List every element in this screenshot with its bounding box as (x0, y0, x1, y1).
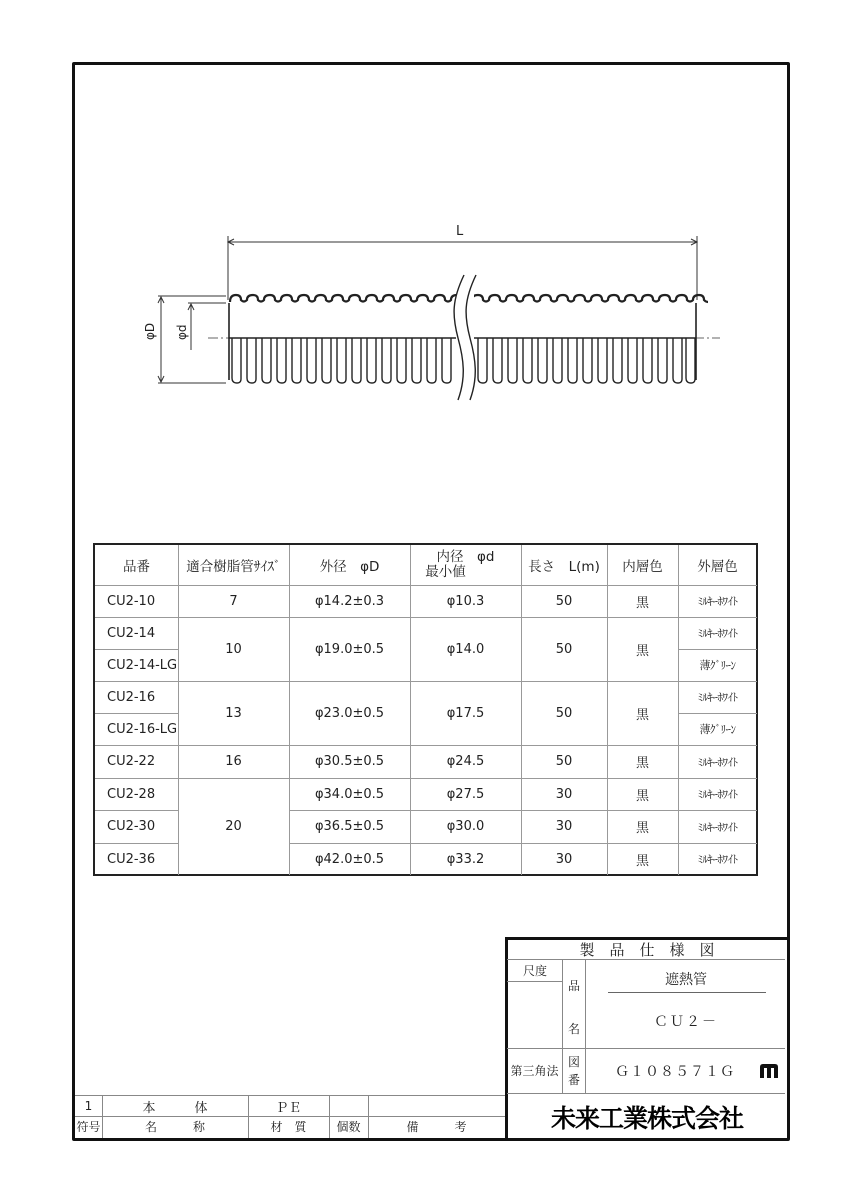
part-name: 本 体 (142, 1100, 208, 1116)
header-name: 名 称 (144, 1120, 205, 1134)
cell-inner-diameter: φ24.5 (446, 754, 485, 769)
drawing-number: Ｇ１０８５７１Ｇ (615, 1064, 735, 1080)
part-qty (329, 1096, 368, 1116)
header-inner-diameter-line2: 最小値 (425, 564, 466, 580)
cell-part-no: CU2-16-LG (107, 721, 178, 737)
cell-length: 30 (555, 819, 573, 834)
divider (608, 992, 766, 993)
cell-resin-size: 7 (229, 593, 238, 609)
cell-length: 30 (555, 851, 573, 867)
part-remarks (368, 1096, 505, 1116)
cell-length: 50 (555, 754, 573, 769)
cell-length: 50 (555, 705, 573, 721)
cell-inner-color: 黒 (635, 821, 649, 836)
cell-inner-diameter: φ33.2 (446, 851, 485, 867)
cell-inner-color: 黒 (635, 643, 649, 659)
divider (507, 1093, 785, 1094)
cell-outer-diameter: φ19.0±0.5 (314, 641, 385, 657)
cell-outer-diameter: φ34.0±0.5 (314, 786, 385, 802)
cell-inner-diameter: φ14.0 (446, 641, 485, 657)
divider (507, 981, 562, 982)
cell-inner-diameter: φ17.5 (446, 705, 485, 721)
cell-outer-diameter: φ36.5±0.5 (314, 819, 385, 834)
svg-text:φD: φD (143, 322, 157, 340)
cell-inner-color: 黒 (635, 595, 649, 611)
label-L: L (456, 224, 464, 239)
drawing-no-label-2: 番 (567, 1072, 580, 1087)
cell-inner-diameter: φ10.3 (446, 593, 485, 609)
header-outer-color: 外層色 (697, 559, 738, 575)
cell-part-no: CU2-22 (107, 754, 156, 769)
cell-part-no: CU2-30 (107, 819, 156, 834)
scale-label: 尺度 (522, 964, 547, 978)
header-inner-color: 内層色 (622, 559, 663, 575)
cell-inner-color: 黒 (635, 756, 649, 771)
svg-text:φd: φd (175, 324, 189, 340)
cell-outer-color: ﾐﾙｷｰﾎﾜｲﾄ (697, 820, 738, 834)
product-label-2: 名 (567, 1021, 580, 1036)
cell-outer-color: ﾐﾙｷｰﾎﾜｲﾄ (697, 691, 738, 704)
cell-resin-size: 20 (225, 819, 242, 834)
projection-method: 第三角法 (510, 1063, 559, 1078)
product-code: ＣＵ２－ (654, 1014, 718, 1030)
company-logo-icon (756, 1060, 782, 1082)
cell-outer-diameter: φ14.2±0.3 (314, 593, 385, 609)
cell-part-no: CU2-36 (107, 851, 156, 867)
cell-outer-diameter: φ42.0±0.5 (314, 851, 385, 867)
cell-inner-diameter: φ30.0 (446, 819, 485, 834)
cell-outer-color: 薄ｸﾞﾘｰﾝ (699, 659, 736, 672)
cell-outer-color: ﾐﾙｷｰﾎﾜｲﾄ (697, 788, 738, 801)
header-material: 材 質 (270, 1120, 307, 1134)
cell-outer-color: ﾐﾙｷｰﾎﾜｲﾄ (697, 595, 738, 608)
drawing-no-label-1: 図 (567, 1054, 580, 1069)
header-qty: 個数 (336, 1120, 361, 1134)
cell-part-no: CU2-14-LG (107, 657, 178, 673)
header-resin-pipe-size: 適合樹脂管ｻｲｽﾞ (186, 559, 281, 575)
cell-outer-diameter: φ23.0±0.5 (314, 705, 385, 721)
drawing-title: 製 品 仕 様 図 (579, 940, 715, 959)
cell-part-no: CU2-10 (107, 593, 156, 609)
header-outer-diameter: 外径 φD (319, 559, 380, 575)
cell-outer-color: 薄ｸﾞﾘｰﾝ (699, 723, 736, 736)
cell-length: 50 (555, 593, 573, 609)
product-name: 遮熱管 (665, 972, 707, 988)
cell-outer-color: ﾐﾙｷｰﾎﾜｲﾄ (697, 853, 738, 866)
divider (507, 1048, 785, 1049)
cell-outer-color: ﾐﾙｷｰﾎﾜｲﾄ (697, 755, 738, 769)
cell-resin-size: 13 (225, 705, 242, 721)
cell-outer-diameter: φ30.5±0.5 (314, 754, 385, 769)
header-remarks: 備 考 (406, 1120, 467, 1134)
header-symbol: 符号 (76, 1120, 101, 1134)
cell-length: 30 (555, 786, 573, 802)
part-no: 1 (84, 1099, 93, 1113)
header-inner-diameter (410, 545, 521, 585)
cell-resin-size: 10 (225, 641, 242, 657)
cell-part-no: CU2-16 (107, 689, 156, 705)
product-label-1: 品 (567, 978, 580, 993)
cell-inner-color: 黒 (635, 853, 649, 869)
cell-outer-color: ﾐﾙｷｰﾎﾜｲﾄ (697, 627, 738, 640)
header-inner-diameter-line1: 内径 φd (436, 549, 495, 565)
header-length: 長さ L(m) (528, 559, 600, 575)
part-material: ＰＥ (275, 1100, 302, 1116)
pipe-drawing (130, 215, 720, 415)
company-name: 未来工業株式会社 (550, 1103, 743, 1133)
header-part-no: 品番 (123, 559, 150, 575)
cell-length: 50 (555, 641, 573, 657)
cell-resin-size: 16 (225, 754, 242, 769)
cell-inner-color: 黒 (635, 707, 649, 723)
cell-part-no: CU2-28 (107, 786, 156, 802)
cell-inner-color: 黒 (635, 788, 649, 804)
cell-inner-diameter: φ27.5 (446, 786, 485, 802)
cell-part-no: CU2-14 (107, 625, 156, 641)
